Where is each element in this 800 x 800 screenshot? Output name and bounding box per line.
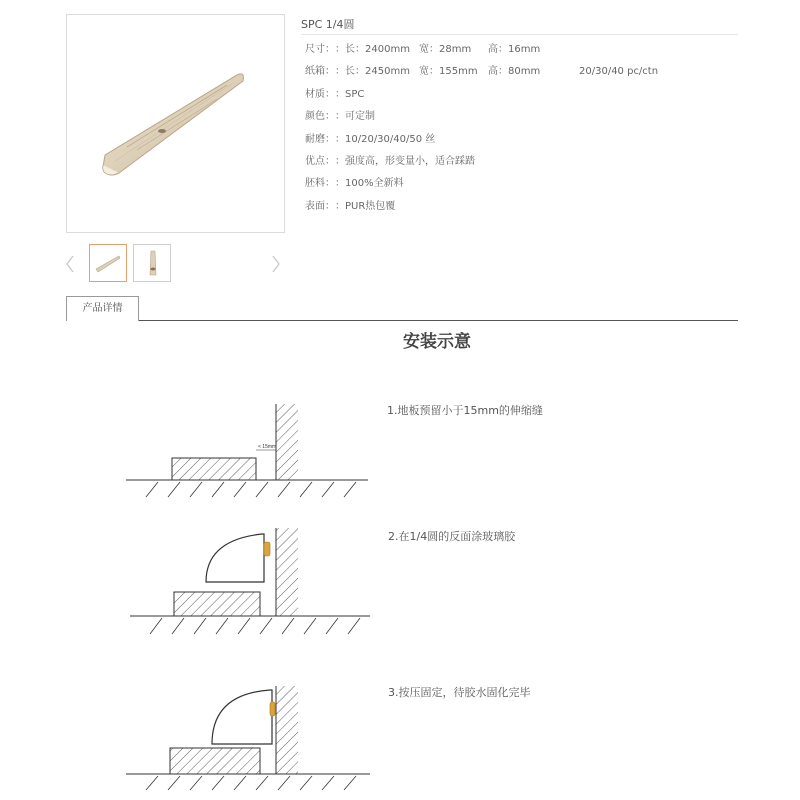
spec-label: 纸箱： — [305, 66, 335, 77]
spec-value: ：长：2450mm — [335, 66, 410, 77]
quarter-round-profile — [206, 534, 264, 582]
chevron-right-icon[interactable] — [270, 254, 282, 274]
spec-label: 尺寸： — [305, 44, 335, 55]
thumbnail-2[interactable] — [133, 244, 171, 282]
install-diagram-step-1 — [120, 400, 376, 504]
spec-value: 高：80mm — [488, 66, 541, 77]
ground-hatch — [146, 776, 356, 790]
product-title: SPC 1/4圆 — [301, 18, 355, 31]
gap-label: < 15mm — [258, 444, 277, 450]
step-2-caption: 2.在1/4圆的反面涂玻璃胶 — [388, 530, 516, 543]
ground-hatch — [146, 482, 356, 497]
spec-value: 宽：28mm — [419, 44, 472, 55]
spec-value: ：长：2400mm — [335, 44, 410, 55]
spec-label: 表面： — [305, 201, 335, 212]
thumbnail-molding-end-image — [134, 245, 170, 281]
spec-value: ：10/20/30/40/50 丝 — [335, 134, 436, 145]
spec-label: 胚料： — [305, 178, 335, 189]
tab-product-details[interactable]: 产品详情 — [66, 296, 139, 321]
thumbnail-molding-image — [90, 245, 126, 281]
thumbnail-1[interactable] — [89, 244, 127, 282]
install-diagram-step-3 — [120, 682, 376, 792]
step-3-caption: 3.按压固定，待胶水固化完毕 — [388, 686, 531, 699]
step-1-caption: 1.地板预留小于15mm的伸缩缝 — [387, 404, 543, 417]
quarter-round-molding-image — [67, 15, 286, 234]
thumbnail-strip — [66, 244, 285, 284]
section-heading: 安装示意 — [403, 332, 471, 352]
glue-icon — [264, 542, 270, 556]
detail-tab-bar — [66, 296, 738, 321]
quarter-round-profile — [212, 690, 272, 744]
spec-label: 颜色： — [305, 111, 335, 122]
spec-value: 20/30/40 pc/ctn — [579, 66, 659, 77]
spec-label: 优点： — [305, 156, 335, 167]
spec-value: 宽：155mm — [419, 66, 478, 77]
spec-value: ：可定制 — [335, 111, 375, 122]
install-diagram-step-2 — [124, 524, 376, 640]
main-product-image[interactable] — [66, 14, 285, 233]
spec-value: ：强度高，形变量小，适合踩踏 — [335, 156, 475, 167]
spec-label: 材质： — [305, 89, 335, 100]
title-divider — [301, 34, 738, 35]
spec-label: 耐磨： — [305, 134, 335, 145]
ground-hatch — [150, 618, 360, 634]
chevron-left-icon[interactable] — [64, 254, 76, 274]
spec-value: ：SPC — [335, 89, 365, 100]
spec-value: 高：16mm — [488, 44, 541, 55]
spec-value: ：PUR热包覆 — [335, 201, 396, 212]
glue-icon — [270, 702, 275, 716]
spec-value: ：100%全新料 — [335, 178, 404, 189]
